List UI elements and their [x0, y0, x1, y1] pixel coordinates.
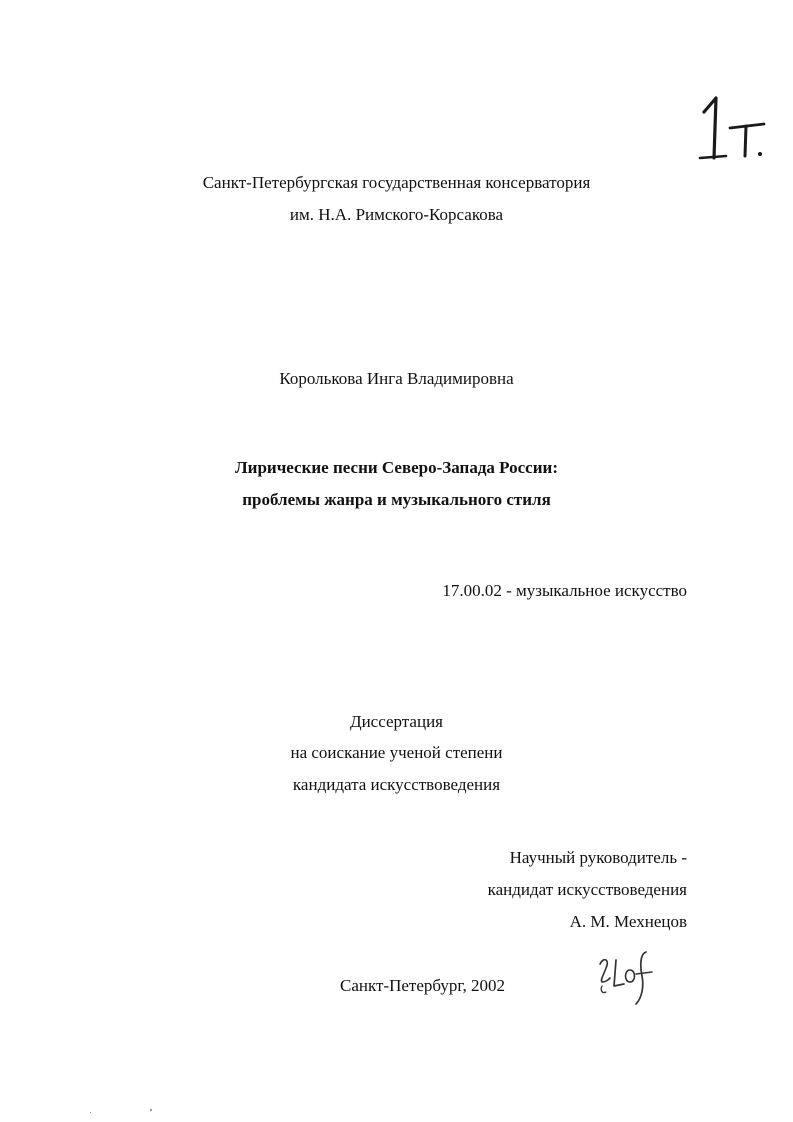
handwritten-signature [594, 946, 658, 1008]
place-and-year: Санкт-Петербург, 2002 [340, 976, 505, 995]
degree-line-2: на соискание ученой степени [290, 743, 503, 762]
scan-speck [150, 1109, 152, 1111]
handwritten-volume-mark [690, 92, 780, 164]
degree-line-1: Диссертация [349, 712, 443, 731]
author-name: Королькова Инга Владимировна [279, 369, 514, 388]
specialty-code: 17.00.02 - музыкальное искусство [442, 581, 687, 600]
supervisor-degree: кандидат искусствоведения [487, 880, 687, 899]
degree-line-3: кандидата искусствоведения [292, 775, 501, 794]
dissertation-title-line-2: проблемы жанра и музыкального стиля [242, 490, 551, 509]
scan-speck [90, 1112, 91, 1113]
supervisor-role: Научный руководитель - [509, 848, 687, 867]
dissertation-title-line-1: Лирические песни Северо-Запада России: [235, 458, 558, 477]
institution-named-after: им. Н.А. Римского-Корсакова [289, 205, 504, 224]
supervisor-name: А. М. Мехнецов [569, 912, 687, 931]
institution-name: Санкт-Петербургская государственная консерватория [202, 173, 591, 192]
